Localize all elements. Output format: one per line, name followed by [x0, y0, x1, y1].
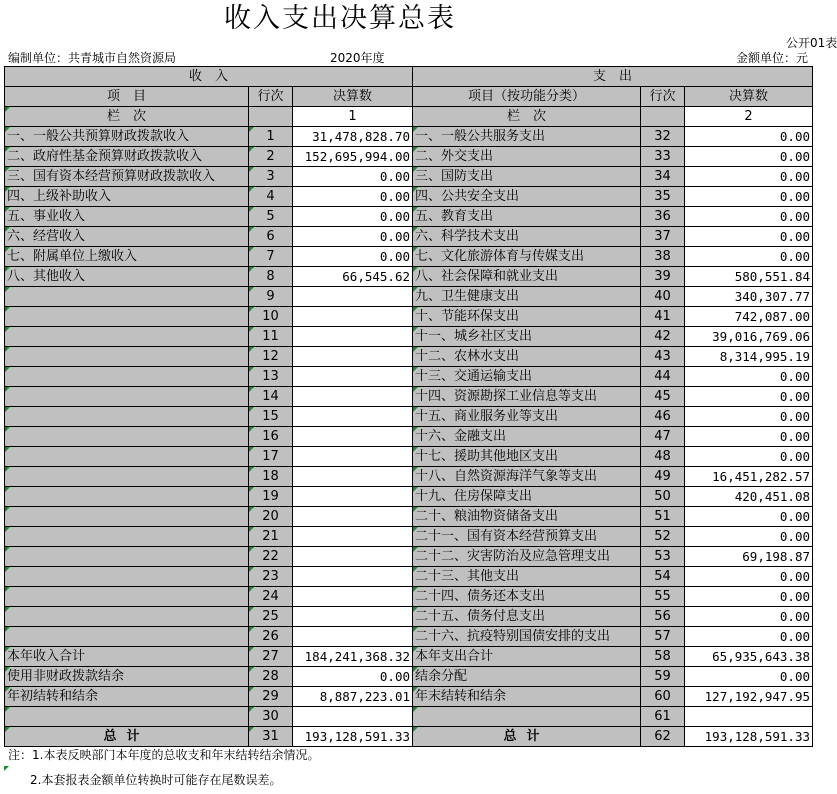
expense-row-number: 33 [641, 147, 685, 167]
income-amount [293, 567, 413, 587]
expense-row-number: 51 [641, 507, 685, 527]
expense-amount: 8,314,995.19 [685, 347, 813, 367]
form-code: 公开01表 [786, 36, 837, 50]
table-row [5, 467, 813, 487]
expense-row-number: 37 [641, 227, 685, 247]
table-row [5, 407, 813, 427]
table-row [5, 587, 813, 607]
income-amount-header: 决算数 [293, 87, 413, 107]
income-amount: 0.00 [293, 167, 413, 187]
expense-amount: 0.00 [685, 447, 813, 467]
expense-row-number: 45 [641, 387, 685, 407]
expense-amount: 0.00 [685, 147, 813, 167]
expense-item-label: 十七、援助其他地区支出 [413, 447, 641, 467]
income-row-number: 2 [249, 147, 293, 167]
income-amount [293, 427, 413, 447]
report-title: 收入支出决算总表 [224, 3, 456, 34]
income-item-label [5, 607, 249, 627]
table-row [5, 307, 813, 327]
table-row [5, 147, 813, 167]
expense-summary-label [413, 707, 641, 727]
expense-summary-label: 本年支出合计 [413, 647, 641, 667]
expense-item-label: 十四、资源勘探工业信息等支出 [413, 387, 641, 407]
income-row-number: 24 [249, 587, 293, 607]
expense-amount: 0.00 [685, 227, 813, 247]
income-item-label: 三、国有资本经营预算财政拨款收入 [5, 167, 249, 187]
expense-amount: 742,087.00 [685, 307, 813, 327]
expense-amount: 0.00 [685, 427, 813, 447]
expense-row-number: 41 [641, 307, 685, 327]
expense-row-number: 34 [641, 167, 685, 187]
table-row [5, 567, 813, 587]
expense-row-number: 47 [641, 427, 685, 447]
income-item-label: 八、其他收入 [5, 267, 249, 287]
expense-item-label: 二十二、灾害防治及应急管理支出 [413, 547, 641, 567]
expense-row-number: 55 [641, 587, 685, 607]
expense-item-label: 十三、交通运输支出 [413, 367, 641, 387]
income-amount [293, 307, 413, 327]
currency-label: 金额单位：元 [736, 51, 809, 65]
income-row-number: 4 [249, 187, 293, 207]
table-row [5, 447, 813, 467]
expense-row-number: 43 [641, 347, 685, 367]
income-row-number: 9 [249, 287, 293, 307]
expense-item-label: 十九、住房保障支出 [413, 487, 641, 507]
expense-amount: 340,307.77 [685, 287, 813, 307]
income-summary-amount: 193,128,591.33 [293, 727, 413, 747]
income-amount [293, 387, 413, 407]
income-amount [293, 627, 413, 647]
income-item-label [5, 367, 249, 387]
grand-total-row [5, 727, 813, 747]
income-summary-amount: 184,241,368.32 [293, 647, 413, 667]
expense-item-label: 二十六、抗疫特别国债安排的支出 [413, 627, 641, 647]
expense-summary-amount: 193,128,591.33 [685, 727, 813, 747]
income-amount [293, 347, 413, 367]
summary-row [5, 667, 813, 687]
summary-row [5, 687, 813, 707]
income-item-label [5, 567, 249, 587]
expense-item-label: 七、文化旅游体育与传媒支出 [413, 247, 641, 267]
expense-row-number: 59 [641, 667, 685, 687]
income-item-header: 项 目 [5, 87, 249, 107]
income-item-label [5, 527, 249, 547]
note-2: 2.本套报表金额单位转换时可能存在尾数误差。 [30, 773, 282, 787]
income-row-number: 7 [249, 247, 293, 267]
income-amount [293, 547, 413, 567]
expense-row-number: 49 [641, 467, 685, 487]
expense-amount: 0.00 [685, 607, 813, 627]
table-row [5, 267, 813, 287]
expense-amount: 0.00 [685, 587, 813, 607]
expense-row-number: 60 [641, 687, 685, 707]
table-row [5, 227, 813, 247]
expense-amount: 0.00 [685, 367, 813, 387]
table-row [5, 487, 813, 507]
expense-amount: 0.00 [685, 247, 813, 267]
income-item-label: 一、一般公共预算财政拨款收入 [5, 127, 249, 147]
expense-item-label: 二十一、国有资本经营预算支出 [413, 527, 641, 547]
expense-amount: 0.00 [685, 167, 813, 187]
income-rowno-header: 行次 [249, 87, 293, 107]
income-item-label [5, 587, 249, 607]
income-column-index: 1 [293, 107, 413, 127]
expense-row-number: 42 [641, 327, 685, 347]
income-item-label [5, 507, 249, 527]
expense-item-label: 一、一般公共服务支出 [413, 127, 641, 147]
expense-amount: 16,451,282.57 [685, 467, 813, 487]
expense-amount: 0.00 [685, 207, 813, 227]
table-row [5, 547, 813, 567]
income-row-number: 3 [249, 167, 293, 187]
expense-row-number: 46 [641, 407, 685, 427]
table-row [5, 127, 813, 147]
income-row-number: 18 [249, 467, 293, 487]
expense-summary-label: 结余分配 [413, 667, 641, 687]
expense-row-number: 40 [641, 287, 685, 307]
income-amount [293, 407, 413, 427]
income-amount [293, 527, 413, 547]
expense-amount: 0.00 [685, 407, 813, 427]
income-row-number: 16 [249, 427, 293, 447]
income-row-number: 29 [249, 687, 293, 707]
income-row-number: 23 [249, 567, 293, 587]
income-amount [293, 467, 413, 487]
expense-item-label: 八、社会保障和就业支出 [413, 267, 641, 287]
income-amount [293, 447, 413, 467]
expense-amount: 0.00 [685, 627, 813, 647]
income-section-header: 收 入 [5, 67, 413, 87]
expense-amount: 0.00 [685, 567, 813, 587]
expense-item-label: 十六、金融支出 [413, 427, 641, 447]
income-item-label [5, 347, 249, 367]
income-amount: 0.00 [293, 207, 413, 227]
income-item-label [5, 467, 249, 487]
expense-amount: 0.00 [685, 507, 813, 527]
income-row-number: 22 [249, 547, 293, 567]
income-amount [293, 487, 413, 507]
expense-summary-amount: 127,192,947.95 [685, 687, 813, 707]
income-expense-table [4, 66, 813, 747]
income-amount [293, 587, 413, 607]
income-item-label [5, 407, 249, 427]
report-year: 2020年度 [330, 51, 385, 65]
section-header-row [5, 67, 813, 87]
expense-amount: 39,016,769.06 [685, 327, 813, 347]
summary-row [5, 707, 813, 727]
income-row-number: 21 [249, 527, 293, 547]
expense-row-number: 35 [641, 187, 685, 207]
income-item-label [5, 307, 249, 327]
expense-item-label: 五、教育支出 [413, 207, 641, 227]
income-item-label: 五、事业收入 [5, 207, 249, 227]
expense-row-number: 53 [641, 547, 685, 567]
expense-item-label: 二十、粮油物资储备支出 [413, 507, 641, 527]
income-row-number: 5 [249, 207, 293, 227]
expense-amount: 0.00 [685, 387, 813, 407]
income-row-number: 26 [249, 627, 293, 647]
income-row-number: 8 [249, 267, 293, 287]
income-row-number: 19 [249, 487, 293, 507]
expense-item-label: 二十四、债务还本支出 [413, 587, 641, 607]
expense-item-label: 六、科学技术支出 [413, 227, 641, 247]
table-row [5, 327, 813, 347]
income-item-label [5, 547, 249, 567]
table-row [5, 387, 813, 407]
expense-summary-amount [685, 707, 813, 727]
expense-column-label: 栏 次 [413, 107, 641, 127]
income-item-label [5, 287, 249, 307]
expense-amount: 0.00 [685, 127, 813, 147]
income-summary-label: 年初结转和结余 [5, 687, 249, 707]
income-row-number: 28 [249, 667, 293, 687]
income-amount [293, 607, 413, 627]
expense-row-number: 58 [641, 647, 685, 667]
table-row [5, 247, 813, 267]
income-row-number: 13 [249, 367, 293, 387]
income-row-number: 1 [249, 127, 293, 147]
expense-amount: 0.00 [685, 187, 813, 207]
expense-amount: 69,198.87 [685, 547, 813, 567]
income-row-number: 20 [249, 507, 293, 527]
expense-column-index: 2 [685, 107, 813, 127]
income-amount [293, 287, 413, 307]
income-summary-amount: 0.00 [293, 667, 413, 687]
income-amount [293, 367, 413, 387]
expense-row-number: 54 [641, 567, 685, 587]
income-item-label [5, 487, 249, 507]
income-row-number: 10 [249, 307, 293, 327]
expense-item-header: 项目（按功能分类） [413, 87, 641, 107]
table-row [5, 627, 813, 647]
expense-summary-label: 年末结转和结余 [413, 687, 641, 707]
note-1: 注：1.本表反映部门本年度的总收支和年末结转结余情况。 [8, 748, 320, 762]
expense-section-header: 支 出 [413, 67, 813, 87]
income-column-label: 栏 次 [5, 107, 249, 127]
expense-amount-header: 决算数 [685, 87, 813, 107]
expense-row-number: 50 [641, 487, 685, 507]
income-amount [293, 327, 413, 347]
expense-item-label: 二十三、其他支出 [413, 567, 641, 587]
income-summary-amount: 8,887,223.01 [293, 687, 413, 707]
expense-row-number: 39 [641, 267, 685, 287]
table-row [5, 427, 813, 447]
income-summary-label: 总计 [5, 727, 249, 747]
income-item-label [5, 387, 249, 407]
expense-item-label: 九、卫生健康支出 [413, 287, 641, 307]
income-item-label [5, 327, 249, 347]
expense-rowno-blank [641, 107, 685, 127]
expense-amount: 420,451.08 [685, 487, 813, 507]
table-row [5, 287, 813, 307]
expense-item-label: 十五、商业服务业等支出 [413, 407, 641, 427]
table-row [5, 367, 813, 387]
expense-row-number: 48 [641, 447, 685, 467]
table-row [5, 347, 813, 367]
table-row [5, 607, 813, 627]
expense-row-number: 38 [641, 247, 685, 267]
expense-row-number: 44 [641, 367, 685, 387]
table-row [5, 187, 813, 207]
income-row-number: 12 [249, 347, 293, 367]
expense-item-label: 四、公共安全支出 [413, 187, 641, 207]
expense-summary-amount: 65,935,643.38 [685, 647, 813, 667]
income-summary-label: 使用非财政拨款结余 [5, 667, 249, 687]
income-item-label: 二、政府性基金预算财政拨款收入 [5, 147, 249, 167]
table-row [5, 167, 813, 187]
income-amount: 152,695,994.00 [293, 147, 413, 167]
income-row-number: 25 [249, 607, 293, 627]
column-header-row [5, 87, 813, 107]
income-rowno-blank [249, 107, 293, 127]
expense-row-number: 56 [641, 607, 685, 627]
income-row-number: 14 [249, 387, 293, 407]
income-amount: 0.00 [293, 247, 413, 267]
income-row-number: 11 [249, 327, 293, 347]
income-item-label [5, 427, 249, 447]
expense-summary-amount: 0.00 [685, 667, 813, 687]
expense-row-number: 32 [641, 127, 685, 147]
income-item-label: 七、附属单位上缴收入 [5, 247, 249, 267]
expense-rowno-header: 行次 [641, 87, 685, 107]
income-summary-amount [293, 707, 413, 727]
expense-item-label: 二、外交支出 [413, 147, 641, 167]
expense-row-number: 57 [641, 627, 685, 647]
column-index-row [5, 107, 813, 127]
table-row [5, 507, 813, 527]
income-item-label [5, 447, 249, 467]
summary-row [5, 647, 813, 667]
income-item-label: 四、上级补助收入 [5, 187, 249, 207]
income-item-label: 六、经营收入 [5, 227, 249, 247]
income-summary-label [5, 707, 249, 727]
expense-amount: 580,551.84 [685, 267, 813, 287]
income-amount: 31,478,828.70 [293, 127, 413, 147]
income-amount: 0.00 [293, 227, 413, 247]
income-row-number: 6 [249, 227, 293, 247]
income-row-number: 15 [249, 407, 293, 427]
income-summary-label: 本年收入合计 [5, 647, 249, 667]
expense-row-number: 61 [641, 707, 685, 727]
table-row [5, 207, 813, 227]
income-row-number: 27 [249, 647, 293, 667]
table-body [5, 127, 813, 747]
expense-summary-label: 总计 [413, 727, 641, 747]
expense-item-label: 十一、城乡社区支出 [413, 327, 641, 347]
table-row [5, 527, 813, 547]
income-row-number: 30 [249, 707, 293, 727]
expense-item-label: 十、节能环保支出 [413, 307, 641, 327]
expense-row-number: 36 [641, 207, 685, 227]
unit-label: 编制单位：共青城市自然资源局 [8, 51, 177, 65]
income-row-number: 17 [249, 447, 293, 467]
expense-row-number: 62 [641, 727, 685, 747]
expense-row-number: 52 [641, 527, 685, 547]
note-marker [4, 766, 9, 771]
expense-item-label: 三、国防支出 [413, 167, 641, 187]
income-amount: 0.00 [293, 187, 413, 207]
income-row-number: 31 [249, 727, 293, 747]
expense-amount: 0.00 [685, 527, 813, 547]
income-amount [293, 507, 413, 527]
income-item-label [5, 627, 249, 647]
expense-item-label: 十八、自然资源海洋气象等支出 [413, 467, 641, 487]
expense-item-label: 二十五、债务付息支出 [413, 607, 641, 627]
expense-item-label: 十二、农林水支出 [413, 347, 641, 367]
income-amount: 66,545.62 [293, 267, 413, 287]
